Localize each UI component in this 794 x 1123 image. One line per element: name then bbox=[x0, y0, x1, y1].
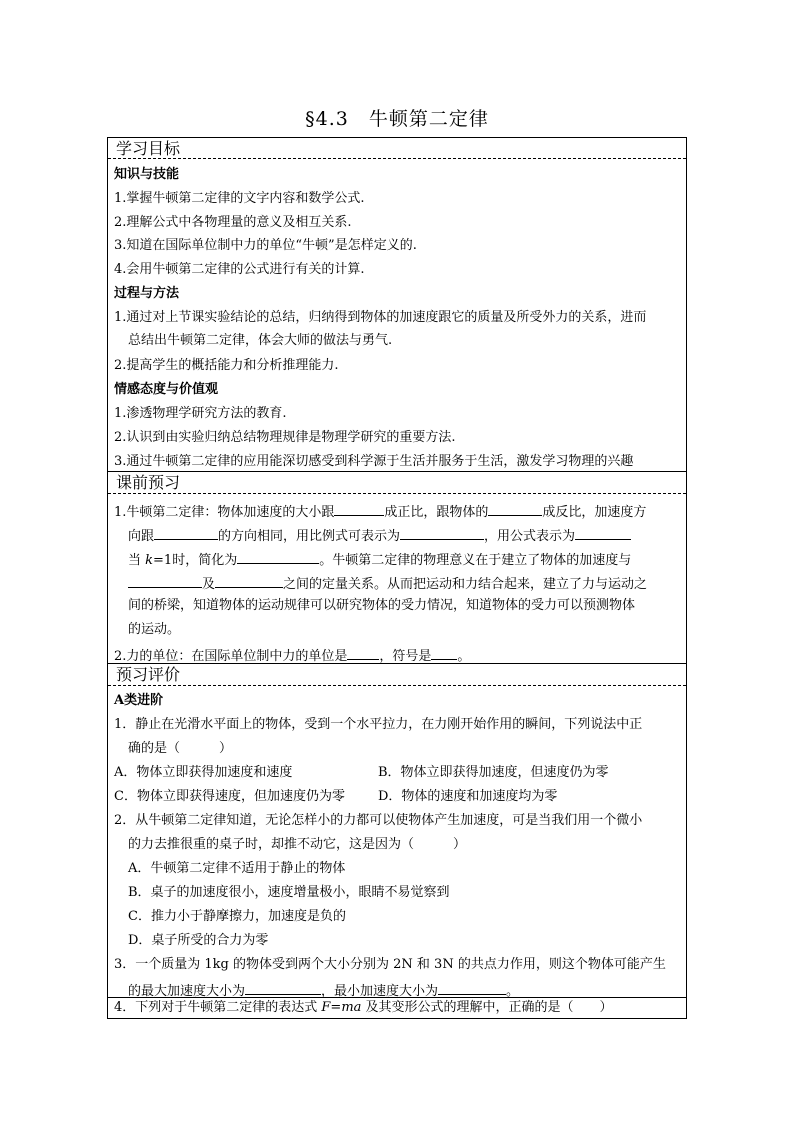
option-b: B．桌子的加速度很小，速度增量极小，眼睛不易觉察到 bbox=[128, 885, 450, 900]
section-divider bbox=[108, 663, 686, 664]
objective-item: 2.认识到由实验归纳总结物理规律是物理学研究的重要方法. bbox=[114, 430, 456, 445]
question-2-cont: 的力去推很重的桌子时，却推不动它，这是因为（ ） bbox=[128, 837, 467, 852]
objective-item: 3.通过牛顿第二定律的应用能深切感受到科学源于生活并服务于生活，激发学习物理的兴趣 bbox=[114, 454, 634, 469]
lesson-table bbox=[107, 137, 687, 1019]
subheading-level-a: A类进阶 bbox=[114, 693, 164, 708]
section-heading-evaluation: 预习评价 bbox=[116, 665, 181, 684]
text-span: 成正比，跟物体的 bbox=[384, 505, 489, 520]
option-d: D．桌子所受的合力为零 bbox=[128, 933, 269, 948]
text-span: 成反比，加速度方 bbox=[542, 505, 647, 520]
subheading-attitude: 情感态度与价值观 bbox=[114, 382, 219, 397]
objective-item: 2.提高学生的概括能力和分析推理能力. bbox=[114, 358, 339, 373]
blank-field[interactable] bbox=[438, 981, 506, 995]
objective-item: 1.通过对上节课实验结论的总结，归纳得到物体的加速度跟它的质量及所受外力的关系，进而 bbox=[114, 310, 647, 325]
text-span: ，符号是 bbox=[379, 649, 432, 664]
preview-line bbox=[128, 574, 647, 593]
text-span: 之间的定量关系。从而把运动和力结合起来，建立了力与运动之 bbox=[283, 577, 648, 592]
subheading-knowledge: 知识与技能 bbox=[114, 167, 180, 182]
preview-line: 的运动。 bbox=[128, 622, 181, 637]
text-span: 的最大加速度大小为 bbox=[128, 984, 246, 999]
preview-line bbox=[128, 550, 631, 569]
text-span: 向跟 bbox=[128, 529, 155, 544]
page-title: §4.3 牛顿第二定律 bbox=[305, 108, 489, 130]
text-span: 1.牛顿第二定律：物体加速度的大小跟 bbox=[114, 505, 335, 520]
objective-item: 3.知道在国际单位制中力的单位“牛顿”是怎样定义的. bbox=[114, 238, 417, 253]
question-4 bbox=[114, 1000, 613, 1016]
question-1-cont: 确的是（ ） bbox=[128, 741, 233, 756]
text-span: 及其变形公式的理解中，正确的是（ ） bbox=[361, 1000, 613, 1015]
objective-item: 4.会用牛顿第二定律的公式进行有关的计算. bbox=[114, 262, 365, 277]
variable-k: k bbox=[145, 553, 154, 568]
text-span: 4．下列对于牛顿第二定律的表达式 bbox=[114, 1000, 322, 1015]
option-b: B．物体立即获得加速度，但速度仍为零 bbox=[378, 765, 609, 780]
blank-field[interactable] bbox=[215, 574, 283, 588]
row-divider bbox=[108, 997, 686, 998]
blank-field[interactable] bbox=[431, 646, 457, 660]
blank-field[interactable] bbox=[347, 646, 379, 660]
section-divider bbox=[108, 471, 686, 472]
blank-field[interactable] bbox=[400, 526, 484, 540]
blank-field[interactable] bbox=[575, 526, 631, 540]
section-heading-preview: 课前预习 bbox=[116, 473, 181, 492]
dashed-divider bbox=[108, 685, 686, 686]
formula-fma: F=ma bbox=[321, 1000, 362, 1015]
option-a: A．牛顿第二定律不适用于静止的物体 bbox=[128, 861, 346, 876]
blank-field[interactable] bbox=[245, 981, 321, 995]
text-span: 。牛顿第二定律的物理意义在于建立了物体的加速度与 bbox=[319, 553, 632, 568]
text-span: ，最小加速度大小为 bbox=[321, 984, 439, 999]
text-span: =1时，简化为 bbox=[153, 553, 238, 568]
option-a: A．物体立即获得加速度和速度 bbox=[114, 765, 293, 780]
blank-field[interactable] bbox=[154, 526, 218, 540]
objective-item: 1.掌握牛顿第二定律的文字内容和数学公式. bbox=[114, 191, 365, 206]
option-d: D．物体的速度和加速度均为零 bbox=[378, 789, 558, 804]
text-span: 当 bbox=[128, 553, 146, 568]
blank-field[interactable] bbox=[334, 502, 384, 516]
option-c: C．推力小于静摩擦力，加速度是负的 bbox=[128, 909, 346, 924]
text-span: 。 bbox=[506, 984, 520, 999]
preview-line bbox=[114, 502, 646, 521]
text-span: 2.力的单位：在国际单位制中力的单位是 bbox=[114, 649, 348, 664]
blank-field[interactable] bbox=[237, 550, 319, 564]
preview-line bbox=[128, 526, 631, 545]
question-3: 3．一个质量为 1kg 的物体受到两个大小分别为 2N 和 3N 的共点力作用，则这个物体可能产生 bbox=[114, 957, 666, 972]
question-1: 1．静止在光滑水平面上的物体，受到一个水平拉力，在力刚开始作用的瞬间，下列说法中正 bbox=[114, 717, 643, 732]
objective-item-cont: 总结出牛顿第二定律，体会大师的做法与勇气. bbox=[128, 333, 393, 348]
dashed-divider bbox=[108, 158, 686, 159]
option-c: C．物体立即获得速度，但加速度仍为零 bbox=[114, 789, 345, 804]
text-span: 的方向相同，用比例式可表示为 bbox=[218, 529, 401, 544]
text-span: 及 bbox=[202, 577, 216, 592]
preview-line: 间的桥梁，知道物体的运动规律可以研究物体的受力情况，知道物体的受力可以预测物体 bbox=[128, 598, 636, 613]
dashed-divider bbox=[108, 493, 686, 494]
objective-item: 2.理解公式中各物理量的意义及相互关系. bbox=[114, 215, 352, 230]
text-span: ，用公式表示为 bbox=[484, 529, 576, 544]
blank-field[interactable] bbox=[128, 574, 202, 588]
text-span: 。 bbox=[457, 649, 471, 664]
section-heading-objectives: 学习目标 bbox=[116, 139, 181, 158]
subheading-process: 过程与方法 bbox=[114, 286, 180, 301]
blank-field[interactable] bbox=[488, 502, 542, 516]
question-2: 2．从牛顿第二定律知道，无论怎样小的力都可以使物体产生加速度，可是当我们用一个微小 bbox=[114, 813, 643, 828]
objective-item: 1.渗透物理学研究方法的教育. bbox=[114, 406, 287, 421]
